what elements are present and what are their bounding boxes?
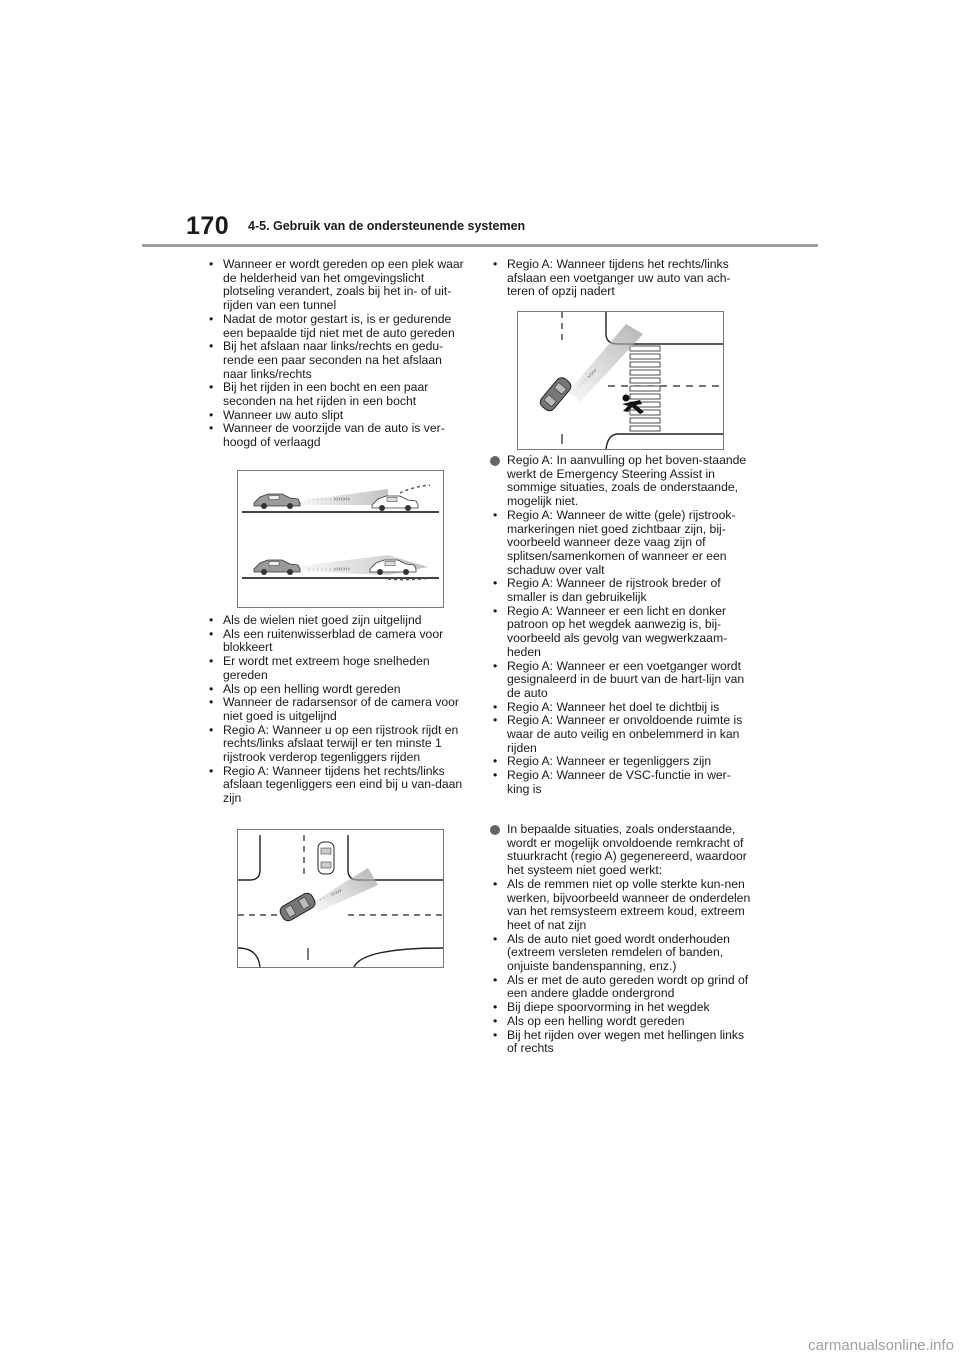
watermark: carmanualsonline.info — [808, 1337, 954, 1354]
list-item: • Regio A: Wanneer er een voetganger wordt gesignaleerd in de buurt van de hart-lijn van de auto — [490, 660, 752, 701]
svg-text:· · · · · · ›››››››: · · · · · · ››››››› — [308, 566, 350, 573]
list-item: • Als een ruitenwisserblad de camera voor blokkeert — [206, 628, 468, 655]
header-rule — [142, 244, 818, 247]
list-item: • Regio A: Wanneer er een licht en donker patroon op het wegdek aanwezig is, bij-voorbeeld als gevolg van wegwerkzaam-heden — [490, 605, 752, 660]
section-intro: Regio A: In aanvulling op het boven-staande werkt de Emergency Steering Assist in sommige situaties, zoals de onderstaande, mogelijk niet. — [507, 453, 747, 509]
svg-text:· · · ›››››: · · · ››››› — [576, 367, 599, 390]
left-bullets-top — [206, 258, 468, 450]
svg-text:· · · ›››››: · · · ››››› — [317, 887, 344, 904]
list-item: • Als de auto niet goed wordt onderhouden (extreem versleten remdelen of banden, onjuiste bandenspanning, enz.) — [490, 933, 752, 974]
figure-intersection-pedestrian — [517, 311, 724, 450]
list-item: • Bij diepe spoorvorming in het wegdek — [490, 1001, 752, 1015]
list-item: • Wanneer de radarsensor of de camera voor niet goed is uitgelijnd — [206, 696, 468, 723]
left-bullets-bottom — [206, 614, 468, 806]
section-intro: In bepaalde situaties, zoals onderstaande, wordt er mogelijk onvoldoende remkracht of stuurkracht (regio A) gegenereerd, waardoor het systeem niet goed werkt: — [507, 822, 747, 878]
list-item: • Regio A: Wanneer de rijstrook breder of smaller is dan gebruikelijk — [490, 577, 752, 604]
list-item: • Regio A: Wanneer tijdens het rechts/links afslaan een voetganger uw auto van ach-teren of opzij nadert — [490, 258, 752, 299]
list-item: • Bij het rijden over wegen met hellingen links of rechts — [490, 1029, 752, 1056]
list-item: • Wanneer uw auto slipt — [206, 409, 468, 423]
right-bullets-top — [490, 258, 752, 299]
list-item: • Als er met de auto gereden wordt op grind of een andere gladde ondergrond — [490, 974, 752, 1001]
list-item: • Nadat de motor gestart is, is er gedurende een bepaalde tijd niet met de auto gereden — [206, 313, 468, 340]
list-item: • Wanneer de voorzijde van de auto is ver-hoogd of verlaagd — [206, 422, 468, 449]
list-item: • Als de remmen niet op volle sterkte kun-nen werken, bijvoorbeeld wanneer de onderdelen van het remsysteem extreem koud, extreem heet of nat zijn — [490, 878, 752, 933]
list-item: • Regio A: Wanneer u op een rijstrook rijdt en rechts/links afslaat terwijl er ten minste 1 rijstrook verderop tegenliggers rijden — [206, 724, 468, 765]
circle-bullet-icon — [490, 825, 500, 835]
section-title: 4-5. Gebruik van de ondersteunende systemen — [248, 219, 526, 233]
list-item: • Regio A: Wanneer het doel te dichtbij is — [490, 701, 752, 715]
list-item: • Er wordt met extreem hoge snelheden gereden — [206, 655, 468, 682]
list-item: • Bij het afslaan naar links/rechts en gedu-rende een paar seconden na het afslaan naar links/rechts — [206, 340, 468, 381]
list-item: • Als op een helling wordt gereden — [490, 1015, 752, 1029]
list-item: • Regio A: Wanneer de VSC-functie in wer-king is — [490, 769, 752, 796]
list-item: • Bij het rijden in een bocht en een paar seconden na het rijden in een bocht — [206, 381, 468, 408]
list-item: • Wanneer er wordt gereden op een plek waar de helderheid van het omgevingslicht plotseling verandert, zoals bij het in- of uit-rijden van een tunnel — [206, 258, 468, 313]
right-section-1 — [490, 454, 752, 797]
figure-intersection-oncoming — [237, 829, 444, 968]
circle-bullet-icon — [490, 456, 500, 466]
figure-cars-curve — [237, 470, 444, 608]
list-item: • Regio A: Wanneer tijdens het rechts/links afslaan tegenliggers een eind bij u van-daan zijn — [206, 765, 468, 806]
page-number: 170 — [186, 212, 230, 240]
circle-bullet-item — [490, 823, 752, 878]
right-section-2 — [490, 823, 752, 1056]
list-item: • Regio A: Wanneer er onvoldoende ruimte is waar de auto veilig en onbelemmerd in kan rijden — [490, 714, 752, 755]
list-item: • Als op een helling wordt gereden — [206, 683, 468, 697]
list-item: • Regio A: Wanneer er tegenliggers zijn — [490, 755, 752, 769]
circle-bullet-item — [490, 454, 752, 509]
list-item: • Regio A: Wanneer de witte (gele) rijstrook-markeringen niet goed zichtbaar zijn, bij-voorbeeld wanneer deze vaag zijn of splitsen/samenkomen of wanneer er een schaduw over valt — [490, 509, 752, 578]
list-item: • Als de wielen niet goed zijn uitgelijnd — [206, 614, 468, 628]
svg-text:· · · · · · ›››››››: · · · · · · ››››››› — [308, 496, 350, 503]
